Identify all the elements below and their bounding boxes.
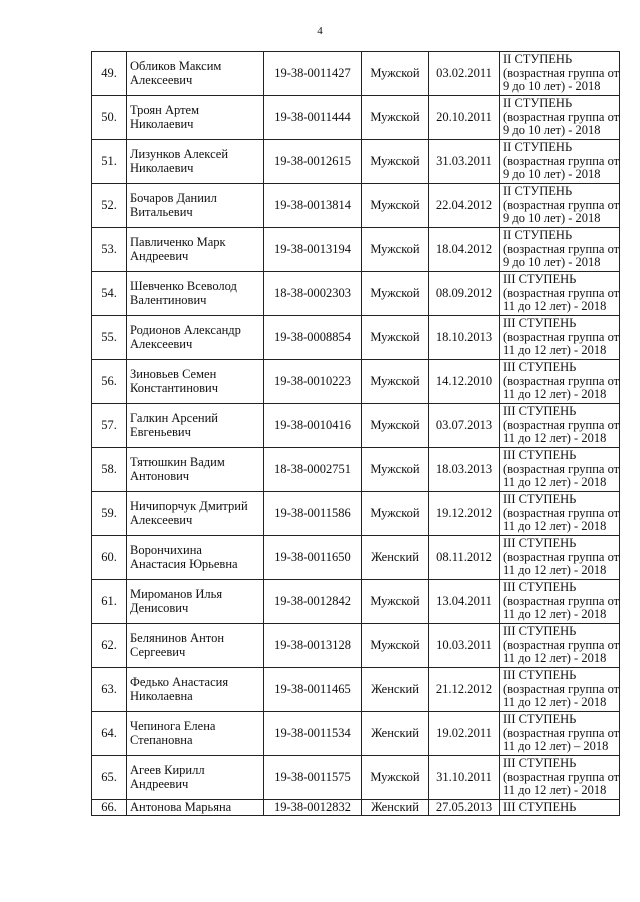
row-number-cell: 54. [92,272,127,316]
full-name-cell [127,140,264,184]
row-number-cell: 64. [92,712,127,756]
table-row [92,492,620,536]
gender-cell: Мужской [362,316,429,360]
gender-cell: Женский [362,668,429,712]
gender-cell: Мужской [362,624,429,668]
full-name-line: Зиновьев Семен [130,367,217,381]
full-name-cell [127,184,264,228]
full-name-line: Степановна [130,732,193,747]
gender-cell: Мужской [362,140,429,184]
level-line: (возрастная группа от [503,549,620,564]
full-name-cell [127,96,264,140]
full-name-cell [127,800,264,816]
full-name-cell [127,52,264,96]
full-name-line: Андреевич [130,776,189,791]
table-row [92,668,620,712]
level-line: 9 до 10 лет) - 2018 [503,211,601,226]
uin-code-cell: 19-38-0011465 [264,668,362,712]
uin-code-cell: 19-38-0008854 [264,316,362,360]
level-cell [500,756,620,800]
birth-date-cell: 27.05.2013 [429,800,500,816]
row-number-cell: 61. [92,580,127,624]
uin-code-cell: 19-38-0010416 [264,404,362,448]
full-name-line: Николаевич [130,160,194,175]
table-row [92,624,620,668]
birth-date-cell: 22.04.2012 [429,184,500,228]
level-line: III СТУПЕНЬ [503,492,577,507]
full-name-line: Денисович [130,600,189,615]
uin-code-cell: 19-38-0013814 [264,184,362,228]
level-line: 11 до 12 лет) - 2018 [503,387,607,402]
level-line: III СТУПЕНЬ [503,624,577,639]
uin-code-cell: 19-38-0012842 [264,580,362,624]
birth-date-cell: 03.07.2013 [429,404,500,448]
uin-code-cell: 19-38-0011650 [264,536,362,580]
level-line: (возрастная группа от [503,681,620,696]
level-line: 11 до 12 лет) - 2018 [503,607,607,622]
full-name-line: Тятюшкин Вадим [130,455,225,469]
level-cell [500,316,620,360]
level-line: (возрастная группа от [503,593,620,608]
row-number-cell: 49. [92,52,127,96]
level-line: III СТУПЕНЬ [503,536,577,551]
level-cell [500,712,620,756]
row-number-cell: 59. [92,492,127,536]
table-row [92,712,620,756]
table-row [92,360,620,404]
level-line: 9 до 10 лет) - 2018 [503,255,601,270]
row-number-cell: 65. [92,756,127,800]
full-name-line: Ничипорчук Дмитрий [130,499,248,513]
row-number-cell: 53. [92,228,127,272]
gender-cell: Мужской [362,52,429,96]
full-name-line: Алексеевич [130,72,193,87]
level-cell [500,492,620,536]
participants-table-body [92,52,620,816]
level-line: 9 до 10 лет) - 2018 [503,167,601,182]
level-line: 9 до 10 лет) - 2018 [503,123,601,138]
uin-code-cell: 19-38-0011575 [264,756,362,800]
table-row [92,272,620,316]
level-line: 11 до 12 лет) - 2018 [503,343,607,358]
row-number-cell: 60. [92,536,127,580]
gender-cell: Мужской [362,96,429,140]
level-line: 11 до 12 лет) - 2018 [503,651,607,666]
uin-code-cell: 19-38-0011444 [264,96,362,140]
birth-date-cell: 18.04.2012 [429,228,500,272]
level-line: III СТУПЕНЬ [503,712,577,727]
level-line: III СТУПЕНЬ [503,580,577,595]
birth-date-cell: 10.03.2011 [429,624,500,668]
gender-cell: Мужской [362,228,429,272]
level-line: (возрастная группа от [503,109,620,124]
full-name-line: Лизунков Алексей [130,147,229,161]
full-name-line: Обликов Максим [130,59,222,73]
level-line: II СТУПЕНЬ [503,228,573,243]
level-cell [500,272,620,316]
level-cell [500,140,620,184]
full-name-line: Бочаров Даниил [130,191,217,205]
level-cell [500,360,620,404]
table-row [92,536,620,580]
full-name-cell [127,712,264,756]
level-line: (возрастная группа от [503,153,620,168]
level-line: III СТУПЕНЬ [503,404,577,419]
birth-date-cell: 19.02.2011 [429,712,500,756]
level-line: (возрастная группа от [503,769,620,784]
table-row [92,96,620,140]
level-line: (возрастная группа от [503,285,620,300]
level-line: 11 до 12 лет) - 2018 [503,563,607,578]
full-name-line: Галкин Арсений [130,411,218,425]
level-line: (возрастная группа от [503,725,620,740]
row-number-cell: 63. [92,668,127,712]
full-name-line: Агеев Кирилл [130,763,205,777]
uin-code-cell: 19-38-0013128 [264,624,362,668]
uin-code-cell: 19-38-0011586 [264,492,362,536]
uin-code-cell: 19-38-0013194 [264,228,362,272]
row-number-cell: 58. [92,448,127,492]
full-name-cell [127,624,264,668]
full-name-line: Николаевич [130,116,194,131]
full-name-cell [127,272,264,316]
full-name-line: Николаевна [130,688,193,703]
table-row [92,52,620,96]
row-number-cell: 66. [92,800,127,816]
full-name-line: Родионов Александр [130,323,241,337]
full-name-cell [127,404,264,448]
level-line: III СТУПЕНЬ [503,360,577,375]
full-name-line: Чепинога Елена [130,719,216,733]
gender-cell: Женский [362,712,429,756]
full-name-line: Белянинов Антон [130,631,225,645]
table-row [92,756,620,800]
birth-date-cell: 08.11.2012 [429,536,500,580]
full-name-line: Сергеевич [130,644,186,659]
birth-date-cell: 19.12.2012 [429,492,500,536]
level-line: 11 до 12 лет) - 2018 [503,695,607,710]
level-line: 9 до 10 лет) - 2018 [503,79,601,94]
full-name-line: Шевченко Всеволод [130,279,237,293]
table-row [92,800,620,816]
gender-cell: Женский [362,536,429,580]
row-number-cell: 52. [92,184,127,228]
birth-date-cell: 13.04.2011 [429,580,500,624]
table-row [92,184,620,228]
full-name-line: Алексеевич [130,512,193,527]
uin-code-cell: 19-38-0012615 [264,140,362,184]
full-name-cell [127,316,264,360]
level-line: 11 до 12 лет) - 2018 [503,783,607,798]
gender-cell: Мужской [362,448,429,492]
birth-date-cell: 18.10.2013 [429,316,500,360]
row-number-cell: 55. [92,316,127,360]
table-row [92,580,620,624]
level-cell [500,184,620,228]
participants-table [91,51,620,816]
birth-date-cell: 31.03.2011 [429,140,500,184]
full-name-cell [127,536,264,580]
full-name-cell [127,756,264,800]
level-line: II СТУПЕНЬ [503,140,573,155]
gender-cell: Мужской [362,184,429,228]
full-name-line: Валентинович [130,292,207,307]
full-name-cell [127,360,264,404]
uin-code-cell: 18-38-0002303 [264,272,362,316]
uin-code-cell: 19-38-0011427 [264,52,362,96]
level-line: II СТУПЕНЬ [503,184,573,199]
level-line: 11 до 12 лет) - 2018 [503,431,607,446]
gender-cell: Мужской [362,404,429,448]
birth-date-cell: 20.10.2011 [429,96,500,140]
uin-code-cell: 19-38-0010223 [264,360,362,404]
level-cell [500,52,620,96]
birth-date-cell: 21.12.2012 [429,668,500,712]
level-line: 11 до 12 лет) - 2018 [503,299,607,314]
birth-date-cell: 03.02.2011 [429,52,500,96]
level-cell [500,536,620,580]
level-line: (возрастная группа от [503,329,620,344]
table-row [92,140,620,184]
row-number-cell: 62. [92,624,127,668]
full-name-cell [127,448,264,492]
level-line: (возрастная группа от [503,417,620,432]
birth-date-cell: 18.03.2013 [429,448,500,492]
level-line: 11 до 12 лет) – 2018 [503,739,609,754]
level-cell [500,404,620,448]
gender-cell: Мужской [362,492,429,536]
level-cell [500,228,620,272]
gender-cell: Мужской [362,756,429,800]
birth-date-cell: 14.12.2010 [429,360,500,404]
full-name-line: Троян Артем [130,103,200,117]
table-row [92,228,620,272]
level-cell [500,800,620,816]
full-name-line: Антонович [130,468,190,483]
full-name-line: Витальевич [130,204,193,219]
full-name-cell [127,668,264,712]
full-name-line: Андреевич [130,248,189,263]
level-line: (возрастная группа от [503,461,620,476]
full-name-line: Мироманов Илья [130,587,223,601]
page-number: 4 [317,25,323,37]
level-line: (возрастная группа от [503,637,620,652]
gender-cell: Женский [362,800,429,816]
row-number-cell: 57. [92,404,127,448]
full-name-line: Ворончихина [130,543,202,557]
full-name-line: Евгеньевич [130,424,191,439]
full-name-cell [127,228,264,272]
table-row [92,448,620,492]
level-cell [500,580,620,624]
full-name-line: Павличенко Марк [130,235,226,249]
level-line: 11 до 12 лет) - 2018 [503,475,607,490]
gender-cell: Мужской [362,580,429,624]
row-number-cell: 51. [92,140,127,184]
level-line: II СТУПЕНЬ [503,52,573,67]
level-line: (возрастная группа от [503,373,620,388]
level-line: (возрастная группа от [503,65,620,80]
level-line: (возрастная группа от [503,505,620,520]
level-cell [500,668,620,712]
level-line: (возрастная группа от [503,241,620,256]
full-name-line: Анастасия Юрьевна [130,556,238,571]
level-line: (возрастная группа от [503,197,620,212]
full-name-line: Алексеевич [130,336,193,351]
level-line: II СТУПЕНЬ [503,96,573,111]
level-line: 11 до 12 лет) - 2018 [503,519,607,534]
level-line: III СТУПЕНЬ [503,272,577,287]
birth-date-cell: 08.09.2012 [429,272,500,316]
row-number-cell: 56. [92,360,127,404]
level-line: III СТУПЕНЬ [503,668,577,683]
row-number-cell: 50. [92,96,127,140]
full-name-cell [127,492,264,536]
uin-code-cell: 19-38-0011534 [264,712,362,756]
birth-date-cell: 31.10.2011 [429,756,500,800]
level-cell [500,624,620,668]
gender-cell: Мужской [362,360,429,404]
level-line: III СТУПЕНЬ [503,799,577,814]
full-name-cell [127,580,264,624]
full-name-line: Федько Анастасия [130,675,229,689]
level-line: III СТУПЕНЬ [503,316,577,331]
level-cell [500,448,620,492]
uin-code-cell: 19-38-0012832 [264,800,362,816]
level-line: III СТУПЕНЬ [503,756,577,771]
table-row [92,404,620,448]
level-cell [500,96,620,140]
uin-code-cell: 18-38-0002751 [264,448,362,492]
level-line: III СТУПЕНЬ [503,448,577,463]
full-name-line: Антонова Марьяна [130,799,232,814]
gender-cell: Мужской [362,272,429,316]
full-name-line: Константинович [130,380,219,395]
table-row [92,316,620,360]
